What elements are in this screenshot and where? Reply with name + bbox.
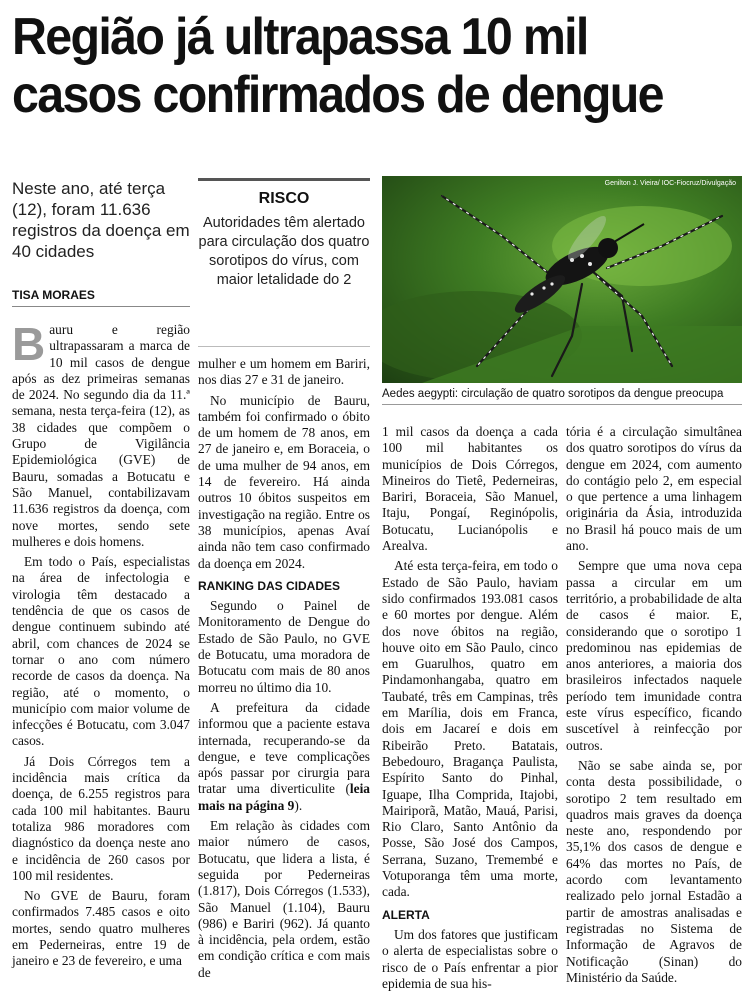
byline: TISA MORAES [12,288,190,307]
article-column-1 [12,318,190,974]
section-heading-ranking: RANKING DAS CIDADES [198,578,341,593]
subheadline: Neste ano, até terça (12), foram 11.636 registros da doença em 40 cidades [12,179,190,261]
headline [12,8,691,124]
paragraph: tória é a circulação simultânea dos quatro sorotipos do vírus da dengue em 2024, com aumento do contágio pelo 2, em especial o que pertence a uma linhagem originária da Ásia, introduzida no Brasil há pouco mais de um ano. [566,424,742,554]
headline-line-2: casos confirmados de dengue [12,66,663,124]
mosquito-photo [382,176,742,383]
paragraph: Até esta terça-feira, em todo o Estado de São Paulo, haviam sido confirmados 193.081 casos e 60 mortes por dengue. Além dos nove óbitos na região, houve oito em São Paulo, cinco em Guarulhos, quatro em Pindamonhangaba, quatro em Taubaté, três em Campinas, três em Marília, dois em Franca, dois em Jacareí e dois em Ribeirão Preto. Batatais, Bebedouro, Bragança Paulista, Espírito Santo do Pinhal, Iguape, Ilha Comprida, Itajobi, Mairiporã, Matão, Mauá, Parisi, Rio Claro, Santo Antônio da Posse, São José dos Campos, Serrana, Suzano, Tremembé e Votuporanga têm uma morte, cada. [382,558,558,900]
paragraph: Em todo o País, especialistas na área de infectologia e virologia têm destacado a tendência de que os casos de dengue continuem subindo até abril, com chances de 2024 se tornar o ano com número recorde de casos da doença. Na região, até o momento, o município com maior volume de infecções é Botucatu, com 3.047 casos. [12,554,190,749]
photo-credit: Genilton J. Vieira/ IOC-Fiocruz/Divulgação [604,180,736,187]
drop-cap: B [12,318,46,370]
paragraph: No GVE de Bauru, foram confirmados 7.485 casos e oito mortes, sendo quatro mulheres em Pederneiras, entre 19 de janeiro e 23 de fevereiro, e uma [12,888,190,969]
paragraph: Um dos fatores que justificam o alerta de especialistas sobre o risco de o País enfrentar a pior epidemia de sua his- [382,926,558,991]
article-column-2 [198,356,370,985]
paragraph: 1 mil casos da doença a cada 100 mil habitantes os municípios de Dois Córregos, Mineiros do Tietê, Pederneiras, Bariri, Boraceia, São Manuel, Itaju, Pongaí, Reginópolis, Botucatu, Lucianópolis e Arealva. [382,424,558,554]
risk-box-text: Autoridades têm alertado para circulação dos quatro sorotipos do vírus, com maior letalidade do 2 [198,215,370,288]
section-heading-alerta: ALERTA [382,907,430,922]
risk-box-divider [198,346,370,347]
mosquito-illustration [382,176,742,383]
paragraph-text-end: ). [294,797,303,813]
article-column-4 [566,424,742,990]
risk-sidebar-box [198,178,370,335]
paragraph-text: A prefeitura da cidade informou que a paciente estava internada, recuperando-se da dengue, e teve complicações após passar por cirurgia para tratar uma diverticulite ( [198,699,370,797]
paragraph: mulher e um homem em Bariri, nos dias 27 e 31 de janeiro. [198,356,370,388]
paragraph: No município de Bauru, também foi confirmado o óbito de um homem de 78 anos, em 27 de janeiro e, em Boraceia, o de uma mulher de 94 anos, em 14 de fevereiro. Há ainda outros 10 óbitos suspeitos em investigação na região. Entre os 38 municípios, apenas Avaí ainda não tem caso confirmado da doença em 2024. [198,392,370,571]
paragraph: Já Dois Córregos tem a incidência mais crítica da doença, de 6.255 registros para cada 100 mil habitantes. Bauru totaliza 986 moradores com diagnóstico da doença neste ano e incidência de 260 casos por 100 mil residentes. [12,753,190,883]
paragraph: Segundo o Painel de Monitoramento de Dengue do Estado de São Paulo, no GVE de Botucatu, uma moradora de Botucatu com mais de 80 anos morreu no último dia 10. [198,598,370,695]
risk-box-title: RISCO [258,190,310,207]
paragraph: Sempre que uma nova cepa passa a circular em um território, a probabilidade de alta de casos é maior. E, considerando que o sorotipo 1 predominou nas epidemias de anos anteriores, a maioria dos brasileiros infectados naquele período tem imunidade contra este vírus específico, ficando suscetível à reinfecção por outros. [566,558,742,753]
article-column-3 [382,424,558,996]
paragraph: Em relação às cidades com maior número de casos, Botucatu, que lidera a lista, é seguida por Pederneiras (1.817), Dois Córregos (1.533), São Manuel (1.104), Bauru (986) e Bariri (962). Já quanto à incidência, pela ordem, estão em condição crítica e com mais de [198,818,370,980]
headline-line-1: Região já ultrapassa 10 mil [12,8,588,66]
photo-caption: Aedes aegypti: circulação de quatro sorotipos da dengue preocupa [382,388,742,405]
page-reference: leia mais na página 9 [198,781,370,813]
paragraph: Não se sabe ainda se, por conta desta possibilidade, o sorotipo 2 tem resultado em quadros mais graves da doença neste ano, respondendo por 35,1% dos casos de dengue e 64% das mortes no País, de acordo com levantamento realizado pelo jornal Estadão a partir de amostras analisadas e registradas no Sistema de Informação de Agravos de Notificação (Sinan) do Ministério da Saúde. [566,757,742,985]
paragraph [198,700,370,814]
paragraph: auru e região ultrapassaram a marca de 10 mil casos de dengue após as dez primeiras semanas de 2024. No segundo dia da 11.ª semana, nesta terça-feira (12), as 38 cidades que compõem o Grupo de Vigilância Epidemiológica (GVE) de Bauru, somadas a Botucatu e São Manuel, contabilizavam 11.636 registros da doença, com nove mortes, sendo sete mulheres e dois homens. [12,322,190,549]
